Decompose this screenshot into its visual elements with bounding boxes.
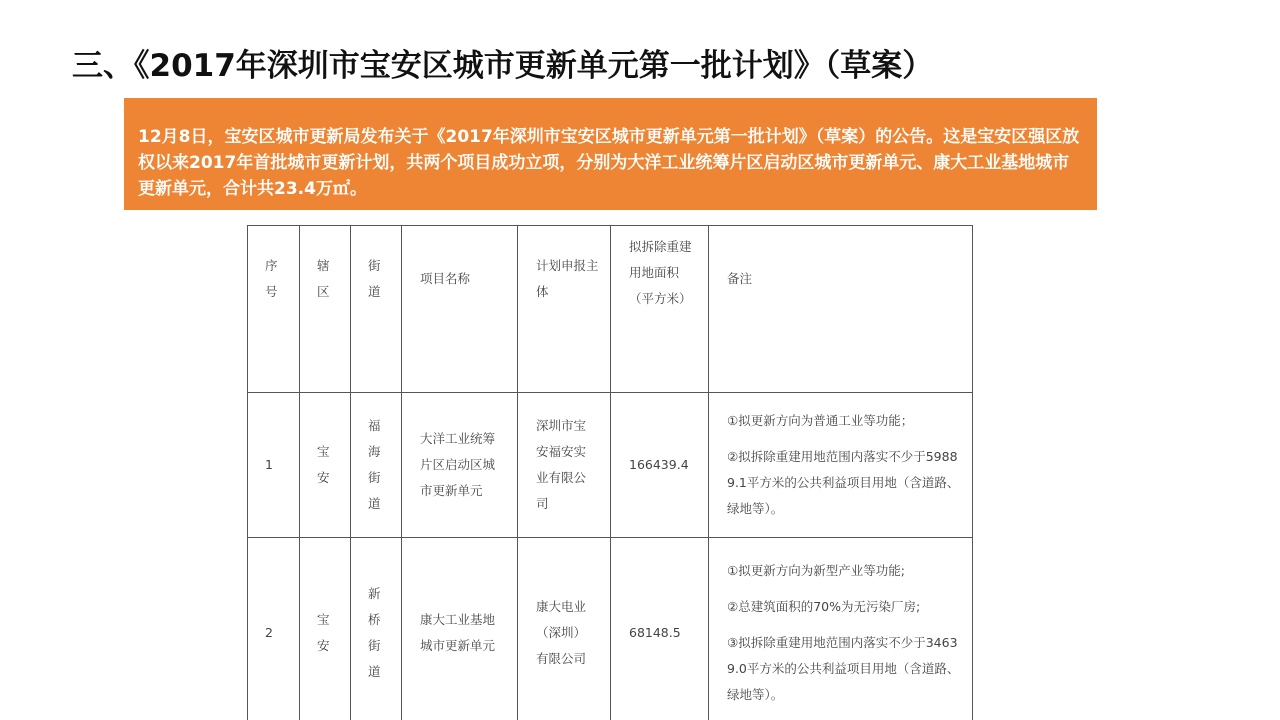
row-street: 福海街道	[351, 393, 402, 538]
table-header-row	[248, 226, 973, 393]
row-index: 1	[248, 393, 300, 538]
row-area: 166439.4	[611, 393, 709, 538]
summary-text: 12月8日，宝安区城市更新局发布关于《2017年深圳市宝安区城市更新单元第一批计划》（草案）的公告。这是宝安区强区放权以来2017年首批城市更新计划，共两个项目成功立项，分别为大洋工业统筹片区启动区城市更新单元、康大工业基地城市更新单元，合计共23.4万㎡。	[138, 127, 1080, 199]
row-project: 大洋工业统筹片区启动区城市更新单元	[402, 393, 518, 538]
row-applicant: 深圳市宝安福安实业有限公司	[518, 393, 611, 538]
header-remark: 备注	[709, 226, 973, 393]
header-index: 序号	[248, 226, 300, 393]
row-index: 2	[248, 538, 300, 720]
remark-line: ②总建筑面积的70%为无污染厂房;	[727, 599, 921, 614]
row-area: 68148.5	[611, 538, 709, 720]
remark-line: ②拟拆除重建用地范围内落实不少于59889.1平方米的公共利益项目用地（含道路、绿地等）。	[727, 449, 960, 516]
row-remarks	[709, 538, 973, 720]
table-row	[248, 538, 973, 720]
plan-table	[247, 225, 973, 720]
header-district: 辖区	[300, 226, 351, 393]
remark-line: ①拟更新方向为普通工业等功能；	[727, 413, 914, 428]
row-project: 康大工业基地城市更新单元	[402, 538, 518, 720]
row-district: 宝安	[300, 538, 351, 720]
summary-banner	[124, 98, 1097, 210]
row-district: 宝安	[300, 393, 351, 538]
row-applicant: 康大电业（深圳）有限公司	[518, 538, 611, 720]
header-street: 街道	[351, 226, 402, 393]
row-street: 新桥街道	[351, 538, 402, 720]
remark-line: ①拟更新方向为新型产业等功能;	[727, 563, 905, 578]
row-remarks	[709, 393, 973, 538]
header-area: 拟拆除重建用地面积（平方米）	[611, 226, 709, 393]
remark-line: ③拟拆除重建用地范围内落实不少于34639.0平方米的公共利益项目用地（含道路、绿地等）。	[727, 635, 960, 702]
slide-title: 三、《2017年深圳市宝安区城市更新单元第一批计划》（草案）	[72, 48, 934, 84]
table-row	[248, 393, 973, 538]
header-project: 项目名称	[402, 226, 518, 393]
header-applicant: 计划申报主体	[518, 226, 611, 393]
plan-table-container	[247, 225, 972, 702]
